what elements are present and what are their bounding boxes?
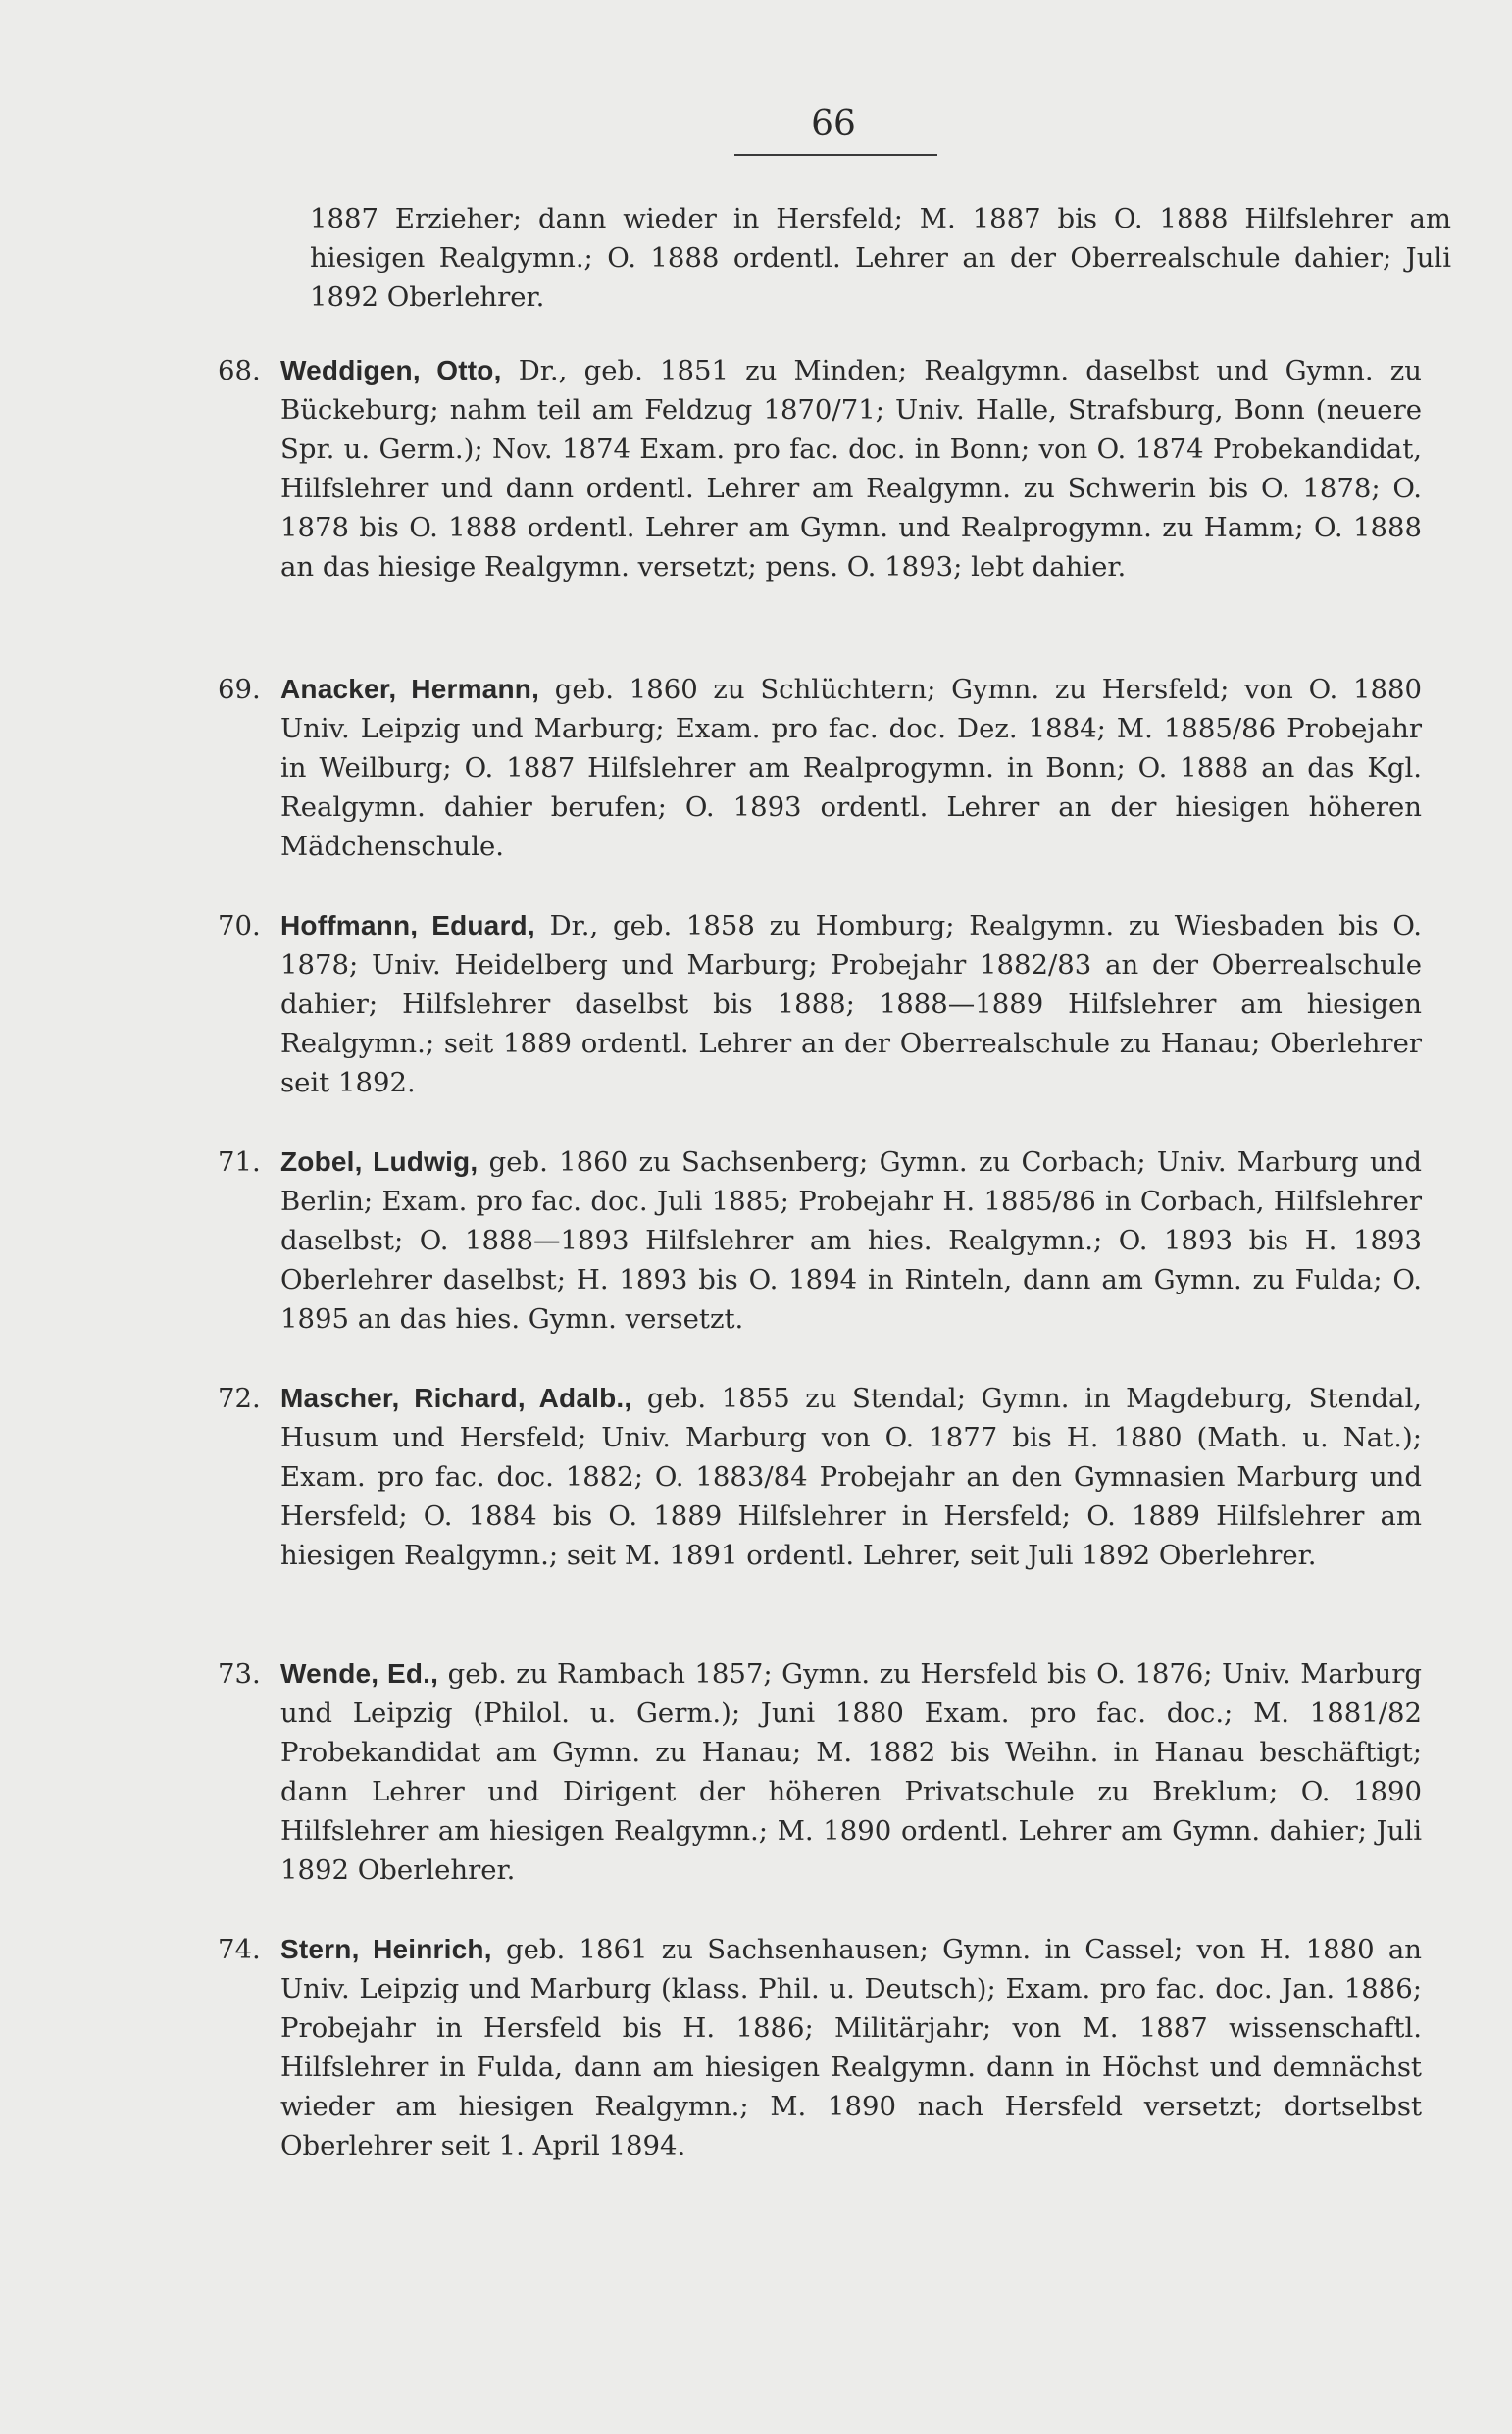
entry-body [280,1142,1422,1339]
entry-body [280,1654,1422,1890]
entry-number: 70. [218,910,261,941]
biography-entry [218,1654,1451,1890]
entry-text: geb. zu Rambach 1857; Gymn. zu Hersfeld bis O. 1876; Univ. Marburg und Leipzig (Philol. u. Germ.); Juni 1880 Exam. pro fac. doc.; M. 1881/82 Probekandidat am Gymn. zu Hanau; M. 1882 bis Weihn. in Hanau beschäftigt; dann Lehrer und Dirigent der höheren Privatschule zu Breklum; O. 1890 Hilfslehrer am hiesigen Realgymn.; M. 1890 ordentl. Lehrer am Gymn. dahier; Juli 1892 Oberlehrer. [280,1658,1422,1886]
entry-name: Mascher, Richard, Adalb., [280,1383,632,1413]
biography-entry [218,351,1451,586]
entry-number: 74. [218,1934,261,1965]
entry-number: 69. [218,674,261,705]
header-rule [734,154,937,156]
entry-number: 68. [218,355,261,386]
entry-name: Zobel, Ludwig, [280,1146,479,1177]
page-number: 66 [811,104,856,144]
entry-name: Hoffmann, Eduard, [280,910,535,940]
entry-text: geb. 1855 zu Stendal; Gymn. in Magdeburg, Stendal, Husum und Hersfeld; Univ. Marburg von O. 1877 bis H. 1880 (Math. u. Nat.); Exam. pro fac. doc. 1882; O. 1883/84 Probejahr an den Gymnasien Marburg und Hersfeld; O. 1884 bis O. 1889 Hilfslehrer in Hersfeld; O. 1889 Hilfslehrer am hiesigen Realgymn.; seit M. 1891 ordentl. Lehrer, seit Juli 1892 Oberlehrer. [280,1383,1422,1571]
entry-body [280,1379,1422,1575]
entry-name: Anacker, Hermann, [280,674,540,704]
entry-body [280,351,1422,586]
biography-entry [218,1142,1451,1339]
entry-number: 73. [218,1658,261,1690]
biography-entry [218,1930,1451,2165]
entry-name: Wende, Ed., [280,1658,439,1689]
entry-name: Weddigen, Otto, [280,355,502,385]
entry-body [280,670,1422,866]
biography-entry [218,906,1451,1102]
entry-text: Dr., geb. 1851 zu Minden; Realgymn. daselbst und Gymn. zu Bückeburg; nahm teil am Feldzug 1870/71; Univ. Halle, Strafsburg, Bonn (neuere Spr. u. Germ.); Nov. 1874 Exam. pro fac. doc. in Bonn; von O. 1874 Probekandidat, Hilfslehrer und dann ordentl. Lehrer am Realgymn. zu Schwerin bis O. 1878; O. 1878 bis O. 1888 ordentl. Lehrer am Gymn. und Realprogymn. zu Hamm; O. 1888 an das hiesige Realgymn. versetzt; pens. O. 1893; lebt dahier. [280,355,1422,583]
entry-text: geb. 1861 zu Sachsenhausen; Gymn. in Cassel; von H. 1880 an Univ. Leipzig und Marburg (klass. Phil. u. Deutsch); Exam. pro fac. doc. Jan. 1886; Probejahr in Hersfeld bis H. 1886; Militärjahr; von M. 1887 wissenschaftl. Hilfslehrer in Fulda, dann am hiesigen Realgymn. dann in Höchst und demnächst wieder am hiesigen Realgymn.; M. 1890 nach Hersfeld versetzt; dortselbst Oberlehrer seit 1. April 1894. [280,1934,1422,2161]
entry-text: geb. 1860 zu Sachsenberg; Gymn. zu Corbach; Univ. Marburg und Berlin; Exam. pro fac. doc. Juli 1885; Probejahr H. 1885/86 in Corbach, Hilfslehrer daselbst; O. 1888—1893 Hilfslehrer am hies. Realgymn.; O. 1893 bis H. 1893 Oberlehrer daselbst; H. 1893 bis O. 1894 in Rinteln, dann am Gymn. zu Fulda; O. 1895 an das hies. Gymn. versetzt. [280,1146,1422,1335]
continuation-paragraph: 1887 Erzieher; dann wieder in Hersfeld; M. 1887 bis O. 1888 Hilfslehrer am hiesigen Realgymn.; O. 1888 ordentl. Lehrer an der Oberrealschule dahier; Juli 1892 Oberlehrer. [310,203,1451,313]
biography-entry [218,670,1451,866]
entry-body [280,1930,1422,2165]
entry-text: Dr., geb. 1858 zu Homburg; Realgymn. zu Wiesbaden bis O. 1878; Univ. Heidelberg und Marburg; Probejahr 1882/83 an der Oberrealschule dahier; Hilfslehrer daselbst bis 1888; 1888—1889 Hilfslehrer am hiesigen Realgymn.; seit 1889 ordentl. Lehrer an der Oberrealschule zu Hanau; Oberlehrer seit 1892. [280,910,1423,1098]
entry-body [280,906,1422,1102]
entry-name: Stern, Heinrich, [280,1934,492,1964]
biography-entry [218,1379,1451,1575]
entry-text: geb. 1860 zu Schlüchtern; Gymn. zu Hersfeld; von O. 1880 Univ. Leipzig und Marburg; Exam. pro fac. doc. Dez. 1884; M. 1885/86 Probejahr in Weilburg; O. 1887 Hilfslehrer am Realprogymn. in Bonn; O. 1888 an das Kgl. Realgymn. dahier berufen; O. 1893 ordentl. Lehrer an der hiesigen höheren Mädchenschule. [280,674,1422,862]
entry-number: 72. [218,1383,261,1414]
entry-number: 71. [218,1146,261,1178]
